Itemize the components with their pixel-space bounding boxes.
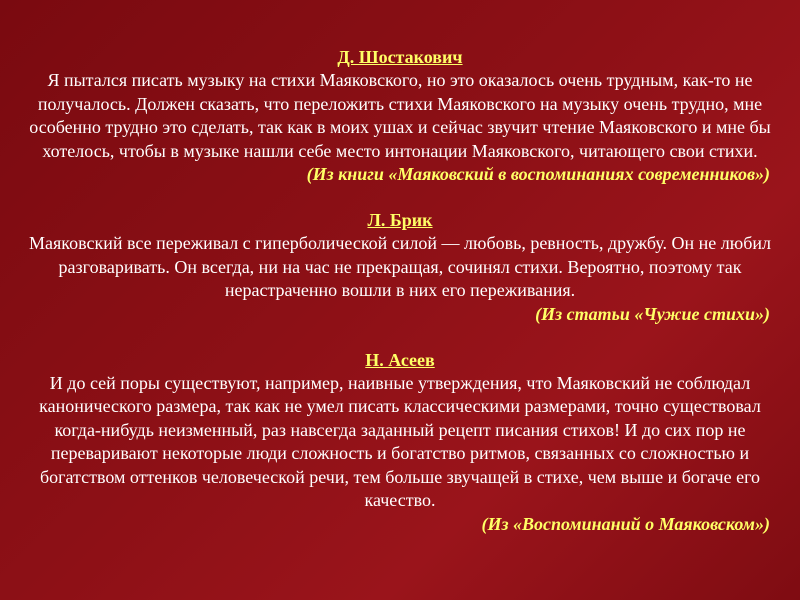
quote-text: Маяковский все переживал с гиперболической силой — любовь, ревность, дружбу. Он не любил разговаривать. Он всегда, ни на час не прекращая, сочинял стихи. Вероятно, поэтому так нерастраченно вошли в них его переживания. <box>29 233 771 300</box>
author-heading: Д. Шостакович <box>337 47 463 67</box>
quote-text: И до сей поры существуют, например, наивные утверждения, что Маяковский не соблюдал канонического размера, так как не умел писать классическими размерами, точно существовал когда-нибудь неизменный, раз навсегда заданный рецепт писания стихов! И до сих пор не переваривают некоторые люди сложность и богатство ритмов, связанных со сложностью и богатством оттенков человеческой речи, тем больше звучащей в стихе, чем выше и богаче его качество. <box>39 372 761 510</box>
quote-text: Я пытался писать музыку на стихи Маяковского, но это оказалось очень трудным, как-то не получалось. Должен сказать, что переложить стихи Маяковского на музыку очень трудно, мне особенно трудно это сделать, так как в моих ушах и сейчас звучит чтение Маяковского и мне бы хотелось, чтобы в музыке нашли себе место интонации Маяковского, читающего свои стихи. <box>29 70 771 161</box>
source-citation: (Из книги «Маяковский в воспоминаниях современников») <box>306 164 770 184</box>
quote-block-shostakovich <box>18 46 782 186</box>
source-citation: (Из статьи «Чужие стихи») <box>535 303 770 324</box>
author-heading: Н. Асеев <box>365 349 435 370</box>
block-spacer <box>18 326 782 349</box>
block-spacer <box>18 186 782 209</box>
quote-block-aseev <box>18 349 782 536</box>
slide-body <box>18 46 782 536</box>
source-citation: (Из «Воспоминаний о Маяковском») <box>481 513 770 534</box>
author-heading: Л. Брик <box>367 210 433 230</box>
quote-block-brik <box>18 209 782 326</box>
